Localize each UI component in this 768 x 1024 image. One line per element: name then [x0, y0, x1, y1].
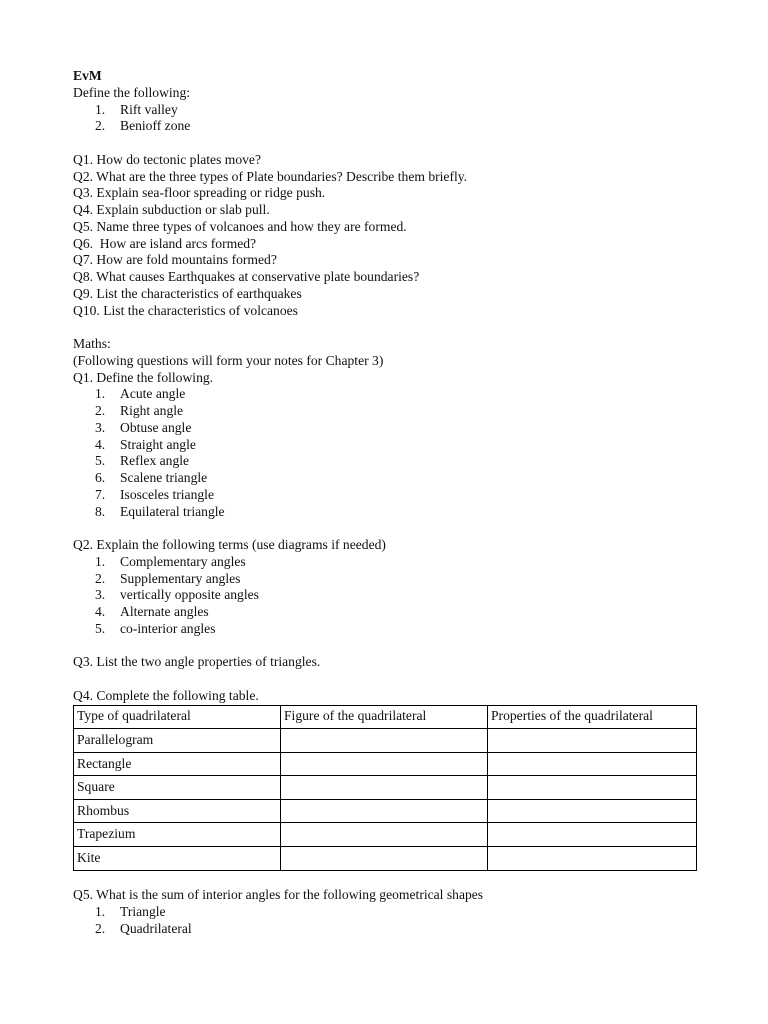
maths-q4: Q4. Complete the following table.	[73, 687, 259, 703]
section-title-evm: EvM	[73, 68, 102, 83]
q5-list	[73, 904, 713, 938]
list-item: 1. Acute angle	[95, 386, 186, 402]
list-item: 5. co-interior angles	[95, 620, 216, 636]
table-row	[74, 776, 697, 800]
table-row	[74, 752, 697, 776]
table-cell: Trapezium	[74, 823, 281, 847]
list-item: 8. Equilateral triangle	[95, 503, 225, 519]
worksheet-page	[73, 68, 713, 938]
table-cell: Square	[74, 776, 281, 800]
evm-question: Q8. What causes Earthquakes at conservative plate boundaries?	[73, 269, 420, 284]
maths-q2: Q2. Explain the following terms (use diagrams if needed)	[73, 537, 386, 552]
table-row	[74, 847, 697, 871]
table-cell-empty	[488, 823, 697, 847]
table-cell: Kite	[74, 847, 281, 871]
table-header-row	[74, 705, 697, 729]
q1-list	[73, 386, 713, 520]
evm-question: Q9. List the characteristics of earthquakes	[73, 285, 302, 301]
column-header: Figure of the quadrilateral	[281, 705, 488, 729]
table-cell: Parallelogram	[74, 729, 281, 753]
table-cell-empty	[488, 729, 697, 753]
evm-question: Q3. Explain sea-floor spreading or ridge push.	[73, 185, 326, 201]
evm-question: Q5. Name three types of volcanoes and how they are formed.	[73, 218, 407, 234]
list-item: 6. Scalene triangle	[95, 470, 208, 485]
column-header: Type of quadrilateral	[74, 705, 281, 729]
table-cell: Rhombus	[74, 799, 281, 823]
evm-question: Q4. Explain subduction or slab pull.	[73, 202, 270, 217]
list-item: 4. Straight angle	[95, 436, 196, 452]
maths-q1: Q1. Define the following.	[73, 369, 214, 385]
table-cell-empty	[488, 776, 697, 800]
list-item: 4. Alternate angles	[95, 604, 209, 619]
list-item: 5. Reflex angle	[95, 453, 190, 469]
evm-question: Q6. How are island arcs formed?	[73, 235, 257, 251]
define-intro: Define the following:	[73, 84, 191, 100]
section-title-maths: Maths:	[73, 336, 111, 351]
table-cell: Rectangle	[74, 752, 281, 776]
table-cell-empty	[281, 752, 488, 776]
table-row	[74, 823, 697, 847]
list-item: 2. Supplementary angles	[95, 570, 241, 586]
table-cell-empty	[488, 847, 697, 871]
evm-question: Q10. List the characteristics of volcanoes	[73, 302, 298, 318]
list-item: 2. Right angle	[95, 403, 184, 418]
evm-question: Q1. How do tectonic plates move?	[73, 151, 261, 167]
list-item: 3. vertically opposite angles	[95, 587, 259, 603]
list-item: 7. Isosceles triangle	[95, 486, 214, 502]
table-cell-empty	[488, 799, 697, 823]
quadrilateral-table	[73, 705, 697, 871]
list-item: 3. Obtuse angle	[95, 419, 192, 435]
table-row	[74, 729, 697, 753]
list-item: 2. Benioff zone	[95, 118, 191, 134]
list-item: 2. Quadrilateral	[95, 920, 192, 936]
list-item: 1. Rift valley	[95, 101, 178, 117]
evm-question: Q2. What are the three types of Plate boundaries? Describe them briefly.	[73, 168, 468, 184]
table-cell-empty	[281, 847, 488, 871]
maths-q3: Q3. List the two angle properties of triangles.	[73, 654, 321, 670]
table-cell-empty	[488, 752, 697, 776]
maths-q5: Q5. What is the sum of interior angles for the following geometrical shapes	[73, 887, 484, 903]
list-item: 1. Complementary angles	[95, 553, 246, 569]
evm-question: Q7. How are fold mountains formed?	[73, 252, 277, 268]
q2-list	[73, 554, 713, 638]
list-item: 1. Triangle	[95, 904, 166, 920]
define-list	[73, 102, 713, 136]
table-cell-empty	[281, 729, 488, 753]
table-row	[74, 799, 697, 823]
column-header: Properties of the quadrilateral	[488, 705, 697, 729]
table-cell-empty	[281, 799, 488, 823]
maths-note: (Following questions will form your notes for Chapter 3)	[73, 352, 384, 368]
table-cell-empty	[281, 823, 488, 847]
table-cell-empty	[281, 776, 488, 800]
